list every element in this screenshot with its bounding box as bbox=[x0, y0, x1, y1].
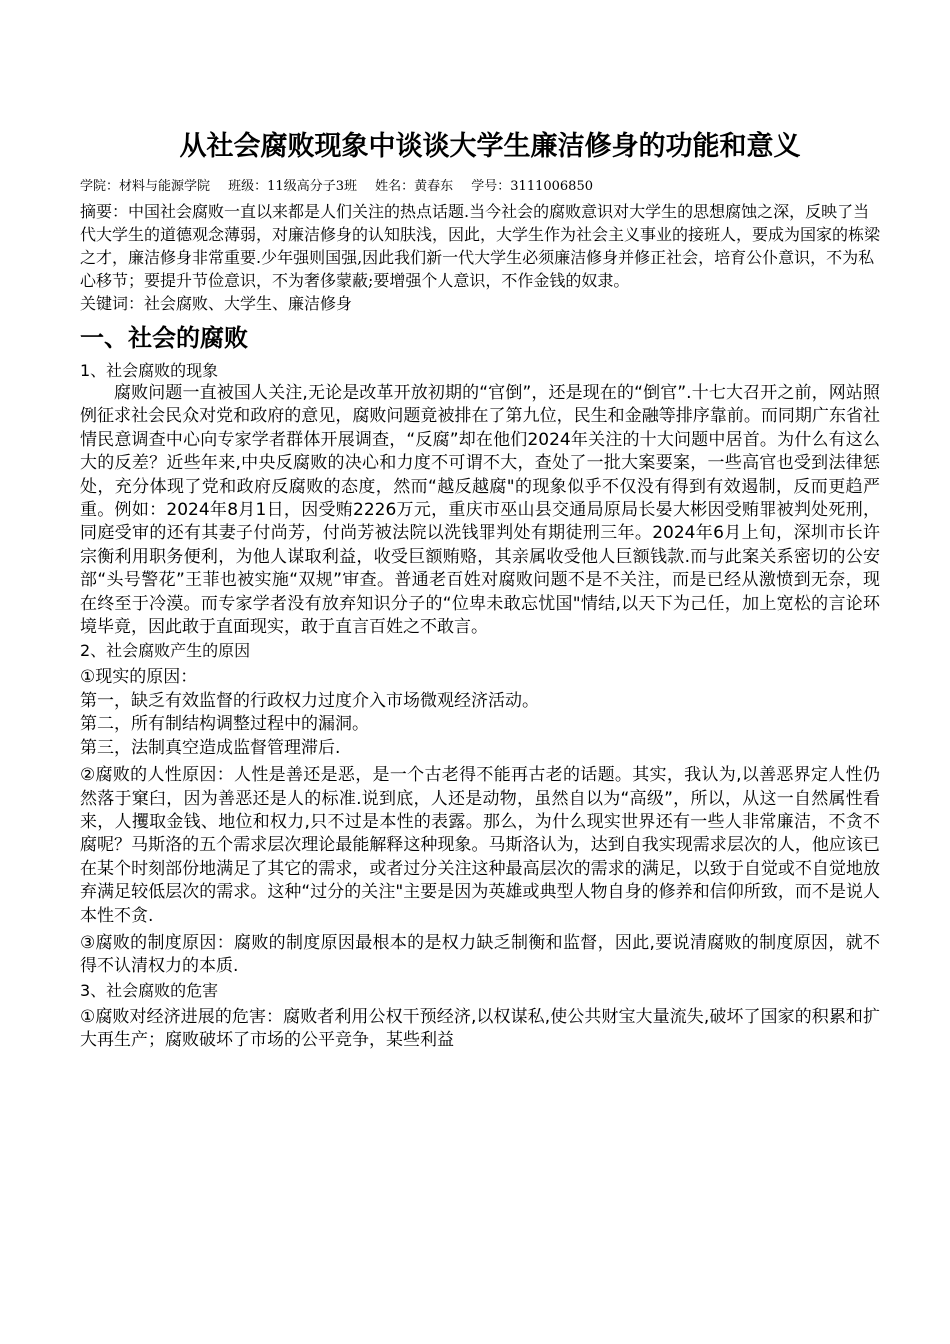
subheading-2: 2、社会腐败产生的原因 bbox=[80, 641, 251, 661]
keywords: 关键词：社会腐败、大学生、廉洁修身 bbox=[80, 294, 353, 313]
reason-realistic-title: ①现实的原因： bbox=[80, 667, 198, 688]
reason-item-1: 第一，缺乏有效监督的行政权力过度介入市场微观经济活动。 bbox=[80, 690, 539, 711]
name-field: 姓名：黄春东 bbox=[375, 179, 454, 194]
author-info bbox=[80, 178, 880, 196]
document-page bbox=[80, 130, 880, 1053]
reason-human-nature: ②腐败的人性原因：人性是善还是恶，是一个古老得不能再古老的话题。其实，我认为,以善恶界定人性仍然落于窠臼，因为善恶还是人的标准.说到底，人还是动物，虽然自以为“高级”，所以，从这一自然属性看来，人攫取金钱、地位和权力,只不过是本性的表露。那么，为什么现实世界还有一些人非常廉洁，不贪不腐呢？马斯洛的五个需求层次理论最能解释这种现象。马斯洛认为，达到自我实现需求层次的人，他应该已在某个时刻部份地满足了其它的需求，或者过分关注这种最高层次的需求的满足，以致于自觉或不自觉地放弃满足较低层次的需求。这种“过分的关注"主要是因为英雄或典型人物自身的修养和信仰所致，而不是说人本性不贪. bbox=[80, 765, 880, 926]
harm-economic: ①腐败对经济进展的危害：腐败者利用公权干预经济,以权谋私,使公共财宝大量流失,破坏了国家的积累和扩大再生产；腐败破坏了市场的公平竞争，某些利益 bbox=[80, 1006, 880, 1051]
reason-item-3: 第三，法制真空造成监督管理滞后. bbox=[80, 737, 341, 758]
subheading-3: 3、社会腐败的危害 bbox=[80, 980, 219, 1000]
subheading-1: 1、社会腐败的现象 bbox=[80, 361, 219, 380]
class-field: 班级：11级高分子3班 bbox=[228, 179, 357, 194]
college-field: 学院：材料与能源学院 bbox=[80, 179, 211, 194]
reason-institutional: ③腐败的制度原因：腐败的制度原因最根本的是权力缺乏制衡和监督，因此,要说清腐败的制度原因，就不得不认清权力的本质. bbox=[80, 932, 880, 977]
reason-item-2: 第二，所有制结构调整过程中的漏洞。 bbox=[80, 714, 369, 735]
document-title: 从社会腐败现象中谈谈大学生廉洁修身的功能和意义 bbox=[179, 131, 801, 162]
section-heading-1: 一、社会的腐败 bbox=[80, 324, 248, 352]
abstract: 摘要：中国社会腐败一直以来都是人们关注的热点话题.当今社会的腐败意识对大学生的思想腐蚀之深，反映了当代大学生的道德观念薄弱，对廉洁修身的认知肤浅，因此，大学生作为社会主义事业的接班人，要成为国家的栋梁之才，廉洁修身非常重要.少年强则国强,因此我们新一代大学生必须廉洁修身并修正社会，培育公仆意识，不为私心移节；要提升节俭意识，不为奢侈蒙蔽;要增强个人意识，不作金钱的奴隶。 bbox=[80, 202, 881, 290]
student-id-field: 学号：3111006850 bbox=[471, 179, 593, 194]
paragraph-corruption-phenomenon: 腐败问题一直被国人关注,无论是改革开放初期的“官倒”，还是现在的“倒官”.十七大召开之前，网站照例征求社会民众对党和政府的意见，腐败问题竟被排在了第九位，民生和金融等排序靠前。而同期广东省社情民意调查中心向专家学者群体开展调查，“反腐”却在他们2024年关注的十大问题中居首。为什么有这么大的反差？近些年来,中央反腐败的决心和力度不可谓不大，查处了一批大案要案，一些高官也受到法律惩处，充分体现了党和政府反腐败的态度，然而“越反越腐"的现象似乎不仅没有得到有效遏制，反而更趋严重。例如：2024年8月1日，因受贿2226万元，重庆市巫山县交通局原局长晏大彬因受贿罪被判处死刑，同庭受审的还有其妻子付尚芳，付尚芳被法院以洗钱罪判处有期徒刑三年。2024年6月上旬，深圳市长许宗衡利用职务便利，为他人谋取利益，收受巨额贿赂，其亲属收受他人巨额钱款.而与此案关系密切的公安部“头号警花”王菲也被实施“双规”审查。普通老百姓对腐败问题不是不关注，而是已经从激愤到无奈，现在终至于冷漠。而专家学者没有放弃知识分子的“位卑未敢忘忧国"情结,以天下为己任，加上宽松的言论环境毕竟，因此敢于直面现实，敢于直言百姓之不敢言。 bbox=[80, 383, 880, 638]
